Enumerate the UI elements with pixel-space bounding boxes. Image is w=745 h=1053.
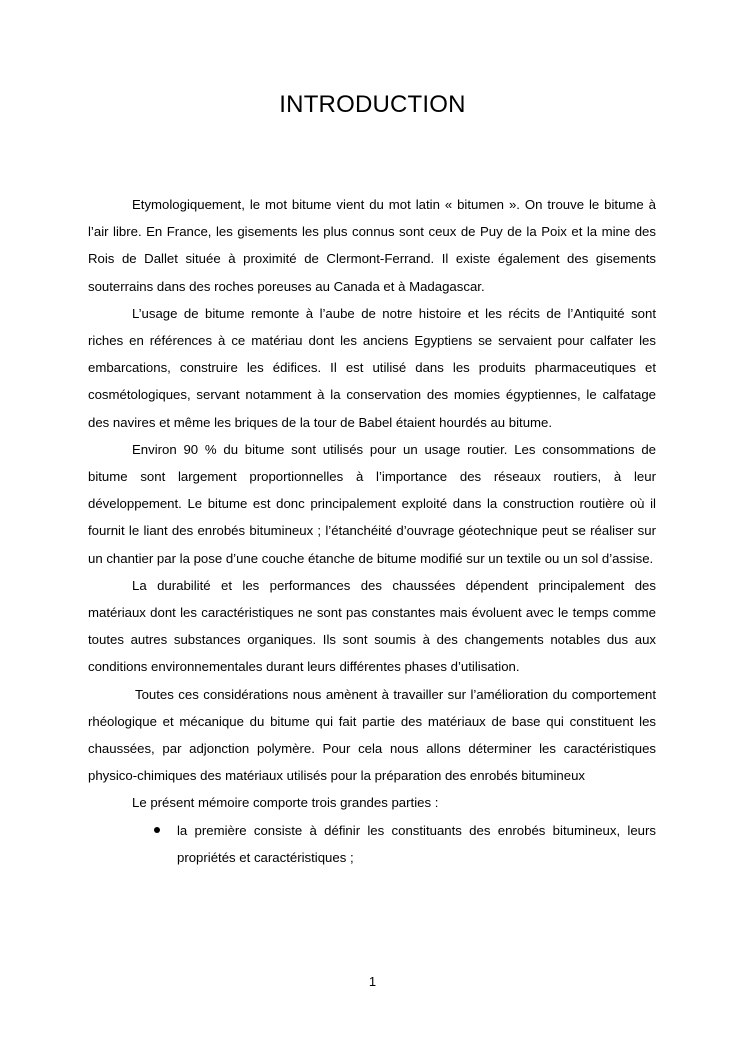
plan-bullet-list bbox=[88, 817, 656, 871]
paragraph-etymology: Etymologiquement, le mot bitume vient du mot latin « bitumen ». On trouve le bitume à l’air libre. En France, les gisements les plus connus sont ceux de Puy de la Poix et la mine des Rois de Dallet située à proximité de Clermont-Ferrand. Il existe également des gisements souterrains dans des roches poreuses au Canada et à Madagascar. bbox=[88, 197, 656, 294]
paragraph-history: L’usage de bitume remonte à l’aube de notre histoire et les récits de l’Antiquité sont riches en références à ce matériau dont les anciens Egyptiens se servaient pour calfater les embarcations, construire les édifices. Il est utilisé dans les produits pharmaceutiques et cosmétologiques, servant notamment à la conservation des momies égyptiennes, le calfatage des navires et même les briques de la tour de Babel étaient hourdés au bitume. bbox=[88, 305, 656, 430]
paragraph-plan-intro: Le présent mémoire comporte trois grandes parties : bbox=[132, 795, 439, 811]
bullet-dot-icon bbox=[154, 827, 160, 833]
document-body bbox=[88, 191, 656, 871]
paragraph-durability: La durabilité et les performances des chaussées dépendent principalement des matériaux dont les caractéristiques ne sont pas constantes mais évoluent avec le temps comme toutes autres substances organiques. Ils sont soumis à des changements notables dus aux conditions environnementales durant leurs différentes phases d’utilisation. bbox=[88, 577, 656, 675]
page-title: INTRODUCTION bbox=[279, 91, 466, 118]
paragraph-road-usage: Environ 90 % du bitume sont utilisés pour un usage routier. Les consommations de bitume sont largement proportionnelles à l’importance des réseaux routiers, à leur développement. Le bitume est donc principalement exploité dans la construction routière où il fournit le liant des enrobés bitumineux ; l’étanchéité d’ouvrage géotechnique peut se réaliser sur un chantier par la pose d’une couche étanche de bitume modifié sur un textile ou un sol d’assise. bbox=[88, 441, 656, 566]
list-item-text: la première consiste à définir les constituants des enrobés bitumineux, leurs propriétés et caractéristiques ; bbox=[177, 822, 656, 865]
page-number: 1 bbox=[368, 974, 377, 989]
list-item bbox=[177, 817, 656, 871]
paragraph-objectives: Toutes ces considérations nous amènent à travailler sur l’amélioration du comportement rhéologique et mécanique du bitume qui fait partie des matériaux de base qui constituent les chaussées, par adjonction polymère. Pour cela nous allons déterminer les caractéristiques physico-chimiques des matériaux utilisés pour la préparation des enrobés bitumineux bbox=[88, 686, 656, 784]
